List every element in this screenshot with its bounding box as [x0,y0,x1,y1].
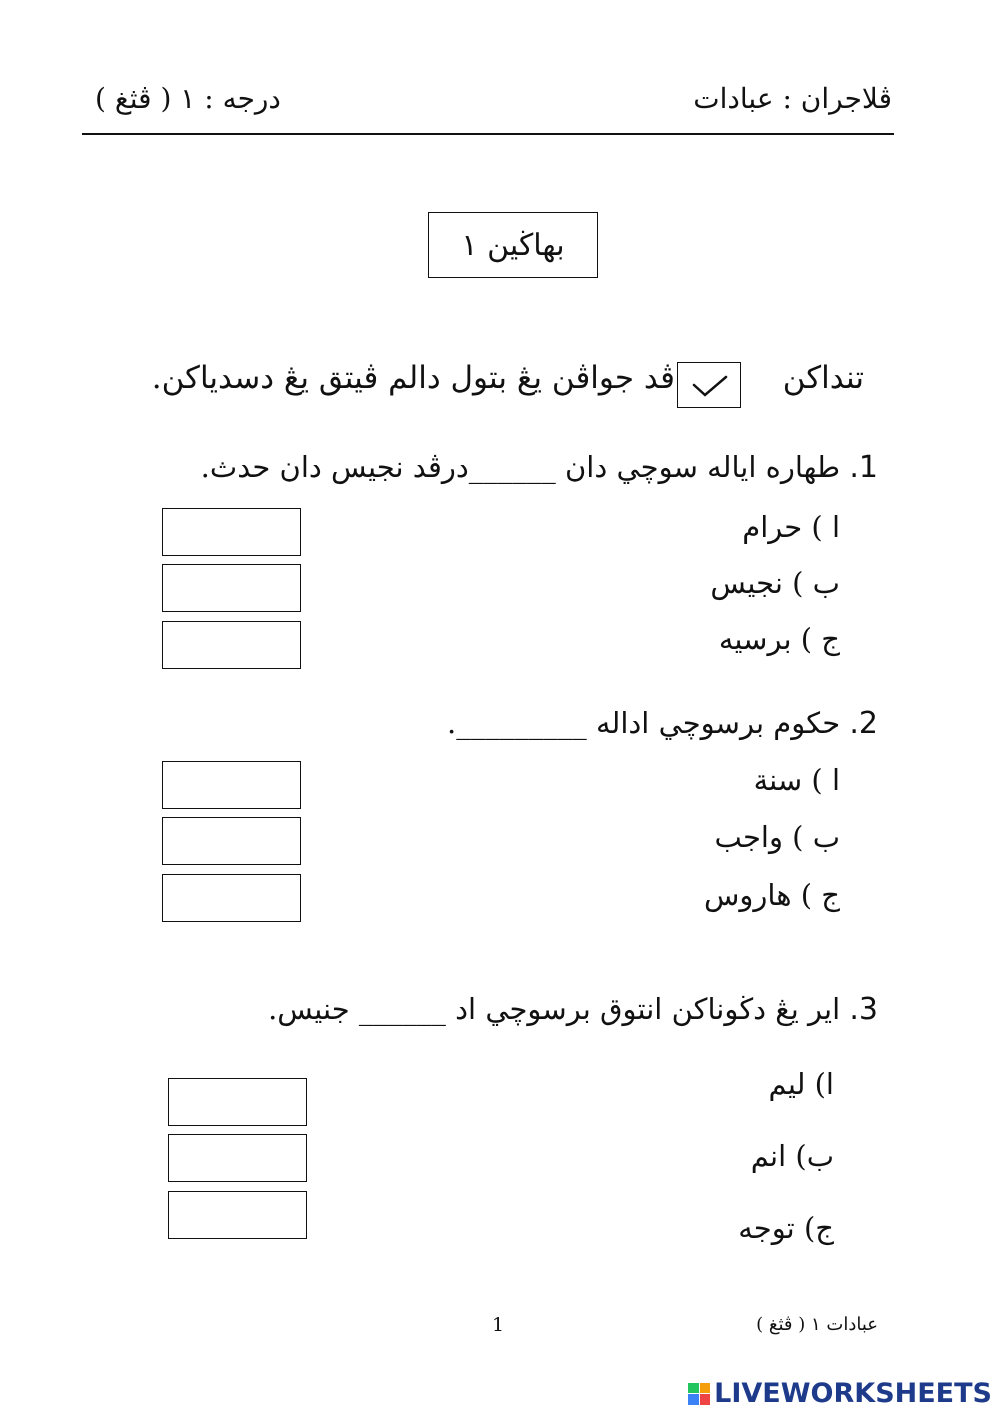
answer-box-2c[interactable] [162,874,301,922]
question-text: طهاره اياله سوچي دان ______درڤد نجيس دان حدث. [200,450,841,484]
option-2a: ا ) سنة [753,763,840,797]
header-divider [82,133,894,135]
checkmark-icon [678,363,740,407]
option-1b: ب ) نجيس [710,566,840,600]
answer-box-2a[interactable] [162,761,301,809]
logo-cell [688,1394,699,1405]
answer-box-1a[interactable] [162,508,301,556]
liveworksheets-logo-icon [688,1383,710,1405]
answer-box-1c[interactable] [162,621,301,669]
page-number: 1 [492,1314,505,1336]
question-number: 2. [849,706,878,741]
answer-box-3a[interactable] [168,1078,307,1126]
brand-text: LIVEWORKSHEETS [714,1378,992,1409]
answer-box-3b[interactable] [168,1134,307,1182]
subject-label: ڤلاجران : عبادات [693,82,892,115]
question-1 [201,450,878,485]
question-number: 3. [849,992,878,1027]
option-3b: ب) انم [750,1139,834,1173]
option-2c: ج ) هاروس [703,878,840,912]
option-3a: ا) ليم [768,1067,834,1101]
logo-cell [688,1383,699,1394]
logo-cell [700,1383,711,1394]
option-1c: ج ) برسيه [718,622,840,656]
question-3 [268,992,878,1027]
logo-cell [700,1394,711,1405]
question-text: اير يڠ دڬوناكن انتوق برسوچي اد ______ جنيس. [268,992,841,1026]
option-2b: ب ) واجب [714,820,840,854]
grade-label: درجه : ١ ( ڤثغ ) [95,82,281,115]
option-3c: ج) توجه [738,1211,834,1245]
answer-box-3c[interactable] [168,1191,307,1239]
answer-box-2b[interactable] [162,817,301,865]
question-text: حكوم برسوچي اداله _________. [447,706,841,740]
liveworksheets-brand[interactable] [688,1378,992,1409]
question-number: 1. [849,450,878,485]
answer-box-1b[interactable] [162,564,301,612]
section-title: بهاڬين ١ [428,212,598,278]
instruction-text-start: تنداكن [782,360,864,396]
tick-example-box [677,362,741,408]
option-1a: ا ) حرام [742,510,840,544]
question-2 [447,706,878,741]
footer-label: عبادات ١ ( ڤثغ ) [756,1314,878,1335]
instruction-text-end: ڤد جواڤن يڠ بتول دالم ڤيتق يڠ دسدياكن. [151,360,675,396]
